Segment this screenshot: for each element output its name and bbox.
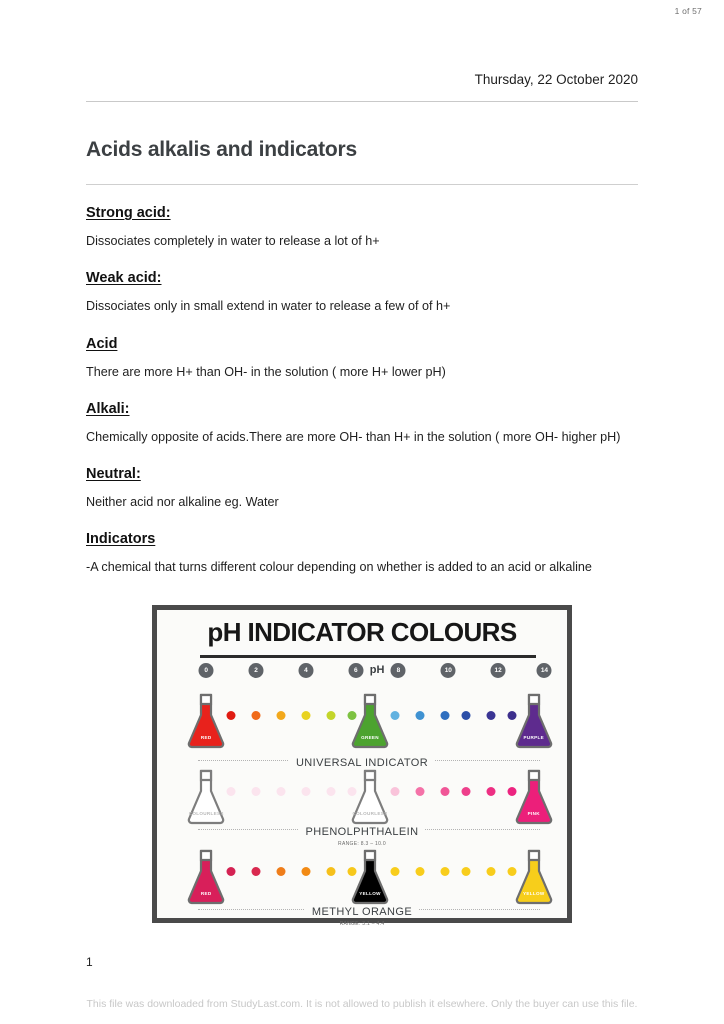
indicator-dot bbox=[252, 787, 261, 796]
section-body: -A chemical that turns different colour depending on whether is added to an acid or alkaline bbox=[86, 560, 592, 575]
indicator-dot bbox=[301, 787, 310, 796]
flask-label: RED bbox=[200, 891, 212, 896]
indicator-name: UNIVERSAL INDICATOR bbox=[289, 757, 435, 769]
ph-indicator-figure bbox=[152, 605, 572, 927]
section-body: Neither acid nor alkaline eg. Water bbox=[86, 495, 279, 509]
indicator-flask bbox=[347, 691, 393, 751]
indicator-flask bbox=[347, 847, 393, 907]
indicator-flask bbox=[183, 691, 229, 751]
flask-label: PINK bbox=[527, 811, 540, 816]
indicator-dot bbox=[415, 867, 424, 876]
indicator-flask bbox=[511, 691, 557, 751]
ph-scale-label: pH bbox=[369, 664, 385, 676]
section-alkali bbox=[86, 401, 638, 446]
indicator-dot bbox=[252, 867, 261, 876]
flask-label: RED bbox=[200, 735, 212, 740]
indicator-row bbox=[152, 765, 572, 845]
section-heading: Alkali: bbox=[86, 400, 130, 417]
page-number: 1 bbox=[86, 955, 93, 969]
ph-scale-chip: 14 bbox=[537, 663, 552, 678]
section-body: There are more H+ than OH- in the solution ( more H+ lower pH) bbox=[86, 364, 446, 379]
section-strong-acid bbox=[86, 205, 638, 250]
ph-scale-chip: 2 bbox=[249, 663, 264, 678]
section-body: Dissociates only in small extend in water to release a few of of h+ bbox=[86, 299, 451, 314]
flask-label: PURPLE bbox=[523, 735, 544, 740]
indicator-dot bbox=[301, 867, 310, 876]
section-heading: Strong acid: bbox=[86, 205, 171, 221]
indicator-dot bbox=[440, 787, 449, 796]
ph-scale bbox=[192, 663, 548, 685]
flask-label: COLOURLESS bbox=[352, 811, 388, 816]
ph-scale-chip: 0 bbox=[199, 663, 214, 678]
section-weak-acid bbox=[86, 270, 638, 315]
flask-label: GREEN bbox=[361, 735, 379, 740]
section-body: Dissociates completely in water to release a lot of h+ bbox=[86, 234, 380, 248]
indicator-dot bbox=[326, 711, 335, 720]
figure-title-rule bbox=[200, 655, 536, 658]
page-title: Acids alkalis and indicators bbox=[86, 138, 357, 161]
header-divider bbox=[86, 101, 638, 102]
indicator-dot bbox=[487, 787, 496, 796]
page-indicator: 1 of 57 bbox=[674, 6, 702, 16]
indicator-range: RANGE: 3.1 – 4.4 bbox=[339, 921, 385, 927]
figure-title: pH INDICATOR COLOURS bbox=[207, 617, 517, 647]
section-heading: Acid bbox=[86, 335, 118, 352]
flask-label: YELLOW bbox=[359, 891, 381, 896]
indicator-flask bbox=[511, 847, 557, 907]
document-date: Thursday, 22 October 2020 bbox=[474, 72, 638, 87]
indicator-dot bbox=[326, 867, 335, 876]
footer-note: This file was downloaded from StudyLast.com. It is not allowed to publish it elsewhere. Only the buyer can use this file. bbox=[86, 998, 638, 1010]
indicator-dot bbox=[326, 787, 335, 796]
indicator-caption bbox=[152, 902, 572, 927]
indicator-flask bbox=[183, 847, 229, 907]
indicator-dot bbox=[487, 867, 496, 876]
flask-label: YELLOW bbox=[523, 891, 545, 896]
ph-scale-chip: 8 bbox=[391, 663, 406, 678]
indicator-dot bbox=[301, 711, 310, 720]
indicator-dot bbox=[277, 787, 286, 796]
indicator-dot bbox=[440, 867, 449, 876]
document-body bbox=[86, 0, 638, 577]
ph-scale-chip: 6 bbox=[348, 663, 363, 678]
flask-label: COLOURLESS bbox=[188, 811, 224, 816]
indicator-dot bbox=[277, 867, 286, 876]
indicator-dot bbox=[462, 787, 471, 796]
indicator-flask bbox=[511, 767, 557, 827]
indicator-dot bbox=[415, 787, 424, 796]
indicator-caption bbox=[152, 822, 572, 847]
indicator-dot bbox=[277, 711, 286, 720]
section-body: Chemically opposite of acids.There are more OH- than H+ in the solution ( more OH- higher pH) bbox=[86, 429, 621, 444]
indicator-range: RANGE: 8.3 – 10.0 bbox=[338, 841, 386, 847]
section-heading: Neutral: bbox=[86, 466, 141, 482]
indicator-dot bbox=[440, 711, 449, 720]
indicator-dot bbox=[487, 711, 496, 720]
section-list bbox=[86, 205, 638, 577]
ph-scale-chip: 4 bbox=[298, 663, 313, 678]
section-heading: Weak acid: bbox=[86, 270, 162, 287]
indicator-flask bbox=[183, 767, 229, 827]
ph-scale-chip: 12 bbox=[491, 663, 506, 678]
title-divider bbox=[86, 184, 638, 185]
indicator-flask bbox=[347, 767, 393, 827]
indicator-name: METHYL ORANGE bbox=[305, 906, 419, 918]
section-acid bbox=[86, 336, 638, 381]
section-neutral bbox=[86, 466, 638, 511]
section-heading: Indicators bbox=[86, 531, 156, 548]
section-indicators bbox=[86, 531, 638, 576]
indicator-row bbox=[152, 689, 572, 769]
ph-scale-chip: 10 bbox=[441, 663, 456, 678]
indicator-dot bbox=[252, 711, 261, 720]
indicator-row bbox=[152, 845, 572, 925]
indicator-dot bbox=[462, 867, 471, 876]
indicator-dot bbox=[415, 711, 424, 720]
indicator-dot bbox=[462, 711, 471, 720]
indicator-name: PHENOLPHTHALEIN bbox=[299, 826, 426, 838]
